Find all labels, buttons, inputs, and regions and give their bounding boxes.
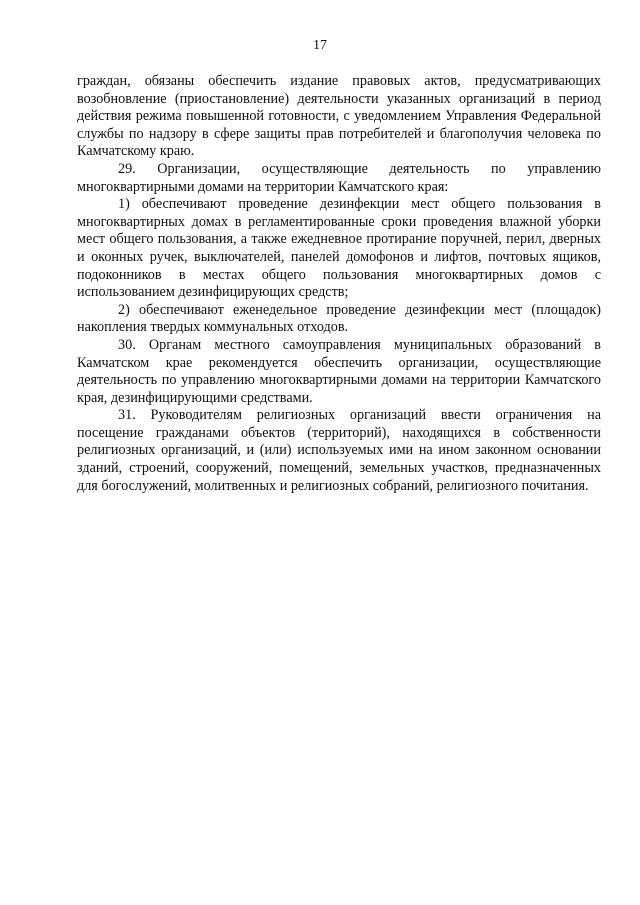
- paragraph-29: 29. Организации, осуществляющие деятельность по управлению многоквартирными домами на территории Камчатского края:: [77, 160, 601, 195]
- paragraph-29-item-2: 2) обеспечивают еженедельное проведение дезинфекции мест (площадок) накопления твердых коммунальных отходов.: [77, 301, 601, 336]
- paragraph-continuation: граждан, обязаны обеспечить издание правовых актов, предусматривающих возобновление (приостановление) деятельности указанных организаций в период действия режима повышенной готовности, с уведомлением Управления Федеральной службы по надзору в сфере защиты прав потребителей и благополучия человека по Камчатскому краю.: [77, 73, 601, 160]
- paragraph-30: 30. Органам местного самоуправления муниципальных образований в Камчатском крае рекомендуется обеспечить организации, осуществляющие деятельность по управлению многоквартирными домами на территории Камчатского края, дезинфицирующими средствами.: [77, 336, 601, 406]
- page-number: 17: [313, 38, 327, 53]
- paragraph-31: 31. Руководителям религиозных организаций ввести ограничения на посещение гражданами объектов (территорий), находящихся в собственности религиозных организаций, и (или) используемых ими на ином законном основании зданий, строений, сооружений, помещений, земельных участков, предназначенных для богослужений, молитвенных и религиозных собраний, религиозного почитания.: [77, 407, 601, 494]
- paragraph-29-item-1: 1) обеспечивают проведение дезинфекции мест общего пользования в многоквартирных домах в регламентированные сроки проведения влажной уборки мест общего пользования, а также ежедневное протирание поручней, перил, дверных и оконных ручек, выключателей, панелей домофонов и лифтов, почтовых ящиков, подоконников в местах общего пользования многоквартирных домов с использованием дезинфицирующих средств;: [77, 196, 601, 301]
- document-body: [77, 73, 601, 495]
